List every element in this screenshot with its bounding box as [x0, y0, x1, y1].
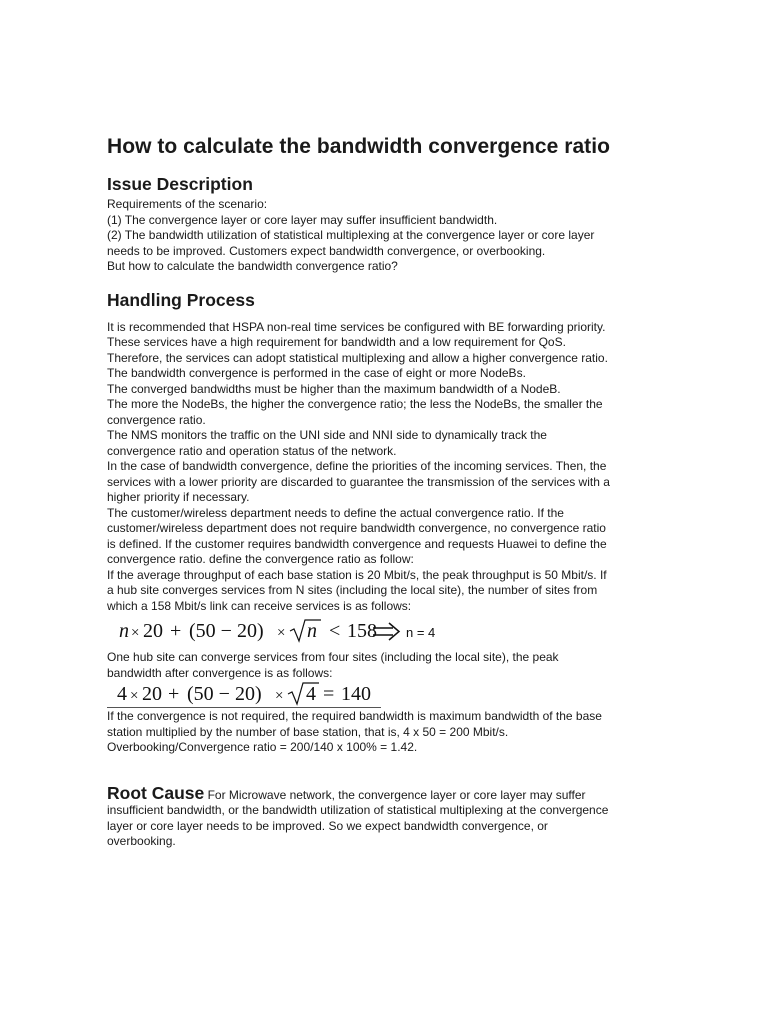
formula-number: 20: [143, 620, 163, 642]
formula-plus: +: [170, 620, 182, 642]
handling-line: It is recommended that HSPA non-real time services be configured with BE forwarding priority.: [107, 319, 606, 334]
handling-line: services with a lower priority are discarded to guarantee the transmission of the services with a: [107, 474, 610, 489]
formula-peak-bandwidth-svg: [107, 681, 381, 707]
formula-sqrt-arg: 4: [306, 683, 316, 705]
handling-line: The converged bandwidths must be higher than the maximum bandwidth of a NodeB.: [107, 381, 561, 396]
handling-line: The customer/wireless department needs to define the actual convergence ratio. If the: [107, 505, 564, 520]
formula-result: n = 4: [406, 625, 436, 640]
handling-line: If the convergence is not required, the required bandwidth is maximum bandwidth of the base: [107, 709, 602, 723]
formula-var: n: [119, 620, 129, 642]
document-page: [107, 133, 667, 850]
formula-times: ×: [131, 625, 140, 641]
handling-line: bandwidth after convergence is as follows:: [107, 665, 333, 680]
handling-line: The more the NodeBs, the higher the convergence ratio; the less the NodeBs, the smaller the: [107, 397, 603, 411]
formula-times: ×: [275, 688, 284, 704]
issue-description-heading: Issue Description: [107, 174, 253, 194]
formula-result: 140: [341, 683, 371, 705]
root-cause-first-line: [107, 782, 667, 804]
formula-times: ×: [277, 625, 286, 641]
handling-line: convergence ratio. define the convergence ratio as follow:: [107, 552, 414, 566]
handling-line: Overbooking/Convergence ratio = 200/140 x 100% = 1.42.: [107, 740, 418, 754]
formula-sites-count: [107, 618, 667, 644]
formula-plus: +: [168, 683, 180, 705]
formula-number: 4: [117, 683, 127, 705]
issue-description-body: [107, 197, 667, 275]
handling-line: is defined. If the customer requires bandwidth convergence and requests Huawei to define the: [107, 536, 607, 551]
root-cause-line: overbooking.: [107, 834, 176, 848]
root-cause-text: For Microwave network, the convergence layer or core layer may suffer: [204, 787, 586, 802]
handling-line: These services have a high requirement for bandwidth and a low requirement for QoS.: [107, 335, 566, 349]
issue-line: Requirements of the scenario:: [107, 197, 268, 211]
formula-equals: =: [323, 683, 335, 705]
handling-line: Therefore, the services can adopt statistical multiplexing and allow a higher convergence ratio.: [107, 350, 608, 365]
formula-number: 20: [142, 683, 162, 705]
handling-process-body: [107, 320, 667, 756]
formula-less-than: <: [329, 620, 341, 642]
root-cause-line: layer or core layer needs to be improved. So we expect bandwidth convergence, or: [107, 818, 548, 833]
formula-sites-count-svg: [107, 618, 447, 644]
document-title: How to calculate the bandwidth convergence ratio: [107, 135, 610, 158]
formula-peak-bandwidth: [107, 681, 381, 708]
root-cause-line: insufficient bandwidth, or the bandwidth utilization of statistical multiplexing at the convergence: [107, 803, 609, 817]
handling-line: In the case of bandwidth convergence, define the priorities of the incoming services. Then, the: [107, 459, 607, 473]
handling-line: higher priority if necessary.: [107, 490, 250, 504]
root-cause-heading: Root Cause: [107, 782, 205, 803]
issue-line: (2) The bandwidth utilization of statistical multiplexing at the convergence layer or core layer: [107, 228, 595, 242]
handling-line: convergence ratio.: [107, 412, 206, 427]
formula-parenthesis: (50 − 20): [189, 620, 264, 642]
root-cause-section: [107, 782, 667, 850]
formula-number: 158: [347, 620, 377, 642]
issue-line: But how to calculate the bandwidth convergence ratio?: [107, 259, 398, 273]
handling-line: customer/wireless department does not require bandwidth convergence, no convergence ratio: [107, 521, 606, 535]
handling-line: One hub site can converge services from four sites (including the local site), the peak: [107, 650, 559, 664]
handling-line: The bandwidth convergence is performed in the case of eight or more NodeBs.: [107, 366, 526, 380]
handling-line: a hub site converges services from N sites (including the local site), the number of sites from: [107, 583, 598, 597]
handling-line: The NMS monitors the traffic on the UNI side and NNI side to dynamically track the: [107, 428, 547, 442]
formula-times: ×: [130, 688, 139, 704]
handling-line: convergence ratio and operation status of the network.: [107, 443, 397, 458]
handling-line: station multiplied by the number of base station, that is, 4 x 50 = 200 Mbit/s.: [107, 724, 509, 739]
issue-line: (1) The convergence layer or core layer may suffer insufficient bandwidth.: [107, 212, 498, 227]
handling-line: If the average throughput of each base station is 20 Mbit/s, the peak throughput is 50 Mbit/s. If: [107, 567, 607, 582]
handling-process-heading: Handling Process: [107, 289, 255, 310]
issue-line: needs to be improved. Customers expect bandwidth convergence, or overbooking.: [107, 243, 546, 258]
handling-line: which a 158 Mbit/s link can receive services is as follows:: [107, 598, 412, 613]
formula-parenthesis: (50 − 20): [187, 683, 262, 705]
formula-sqrt-arg: n: [307, 620, 317, 642]
